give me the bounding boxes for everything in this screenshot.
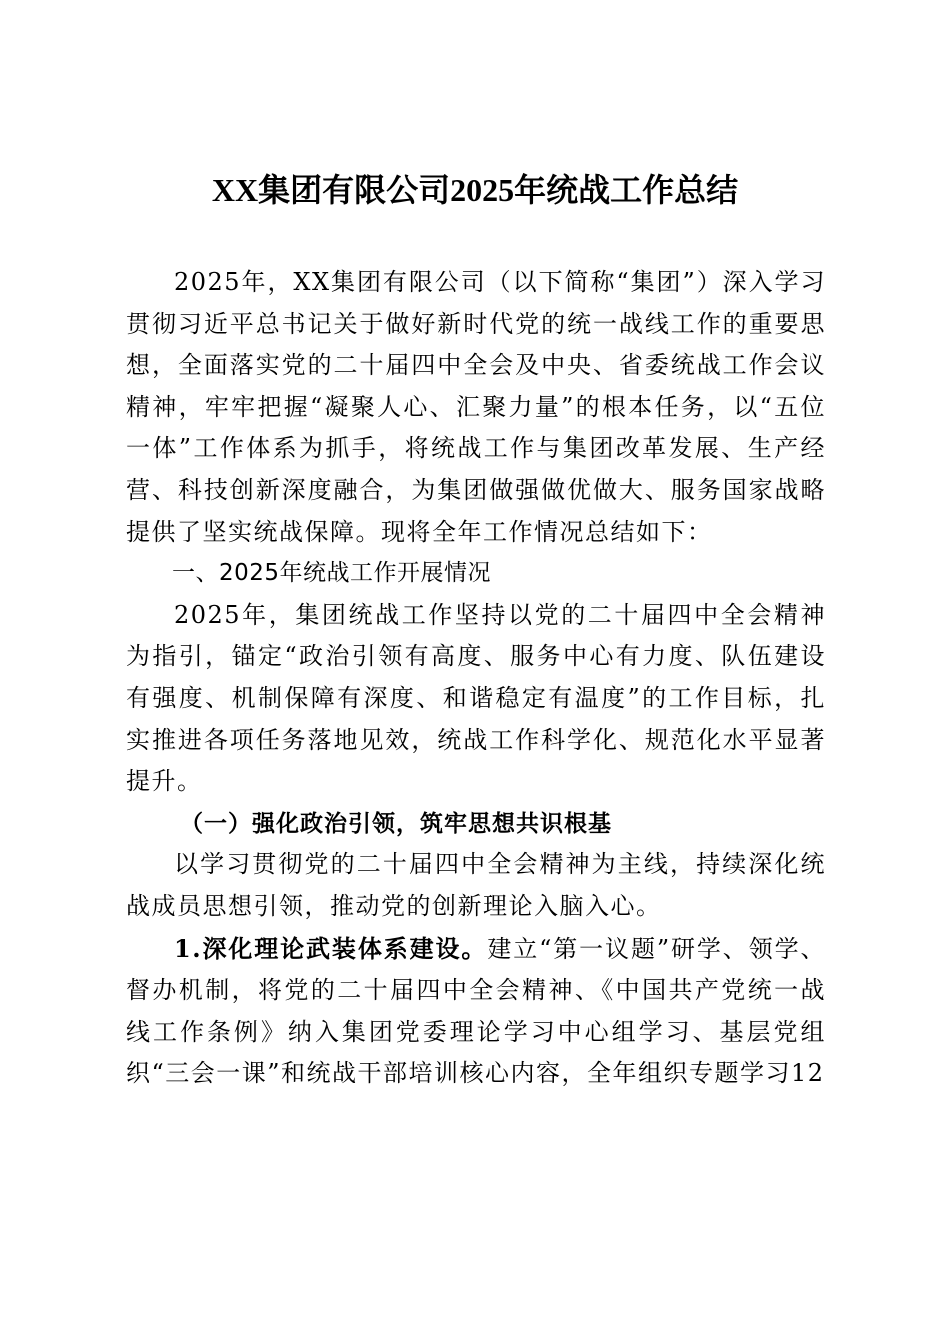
subsection-heading-1: （一）强化政治引领，筑牢思想共识根基	[180, 809, 612, 837]
section-1-paragraph: 2025年，集团统战工作坚持以党的二十届四中全会精神为指引，锚定“政治引领有高度、服务中心有力度、队伍建设有强度、机制保障有深度、和谐稳定有温度”的工作目标，扎实推进各项任务落地见效，统战工作科学化、规范化水平显著提升。	[126, 600, 826, 796]
item-1-text: 建立“第一议题”研学、领学、督办机制，将党的二十届四中全会精神、《中国共产党统一战线工作条例》纳入集团党委理论学习中心组学习、基层党组织“三会一课”和统战干部培训核心内容，全年组织专题学习12	[126, 934, 826, 1088]
document-title: XX集团有限公司2025年统战工作总结	[211, 172, 739, 208]
intro-paragraph: 2025年，XX集团有限公司（以下简称“集团”）深入学习贯彻习近平总书记关于做好新时代党的统一战线工作的重要思想，全面落实党的二十届四中全会及中央、省委统战工作会议精神，牢牢把握“凝聚人心、汇聚力量”的根本任务，以“五位一体”工作体系为抓手，将统战工作与集团改革发展、生产经营、科技创新深度融合，为集团做强做优做大、服务国家战略提供了坚实统战保障。现将全年工作情况总结如下：	[126, 268, 826, 546]
item-1-paragraph	[126, 928, 826, 1095]
section-heading-1: 一、2025年统战工作开展情况	[172, 560, 492, 587]
document-body	[126, 262, 826, 1095]
item-1-lead: 1.深化理论武装体系建设。	[174, 933, 488, 963]
subsection-1-paragraph: 以学习贯彻党的二十届四中全会精神为主线，持续深化统战成员思想引领，推动党的创新理论入脑入心。	[126, 850, 826, 920]
